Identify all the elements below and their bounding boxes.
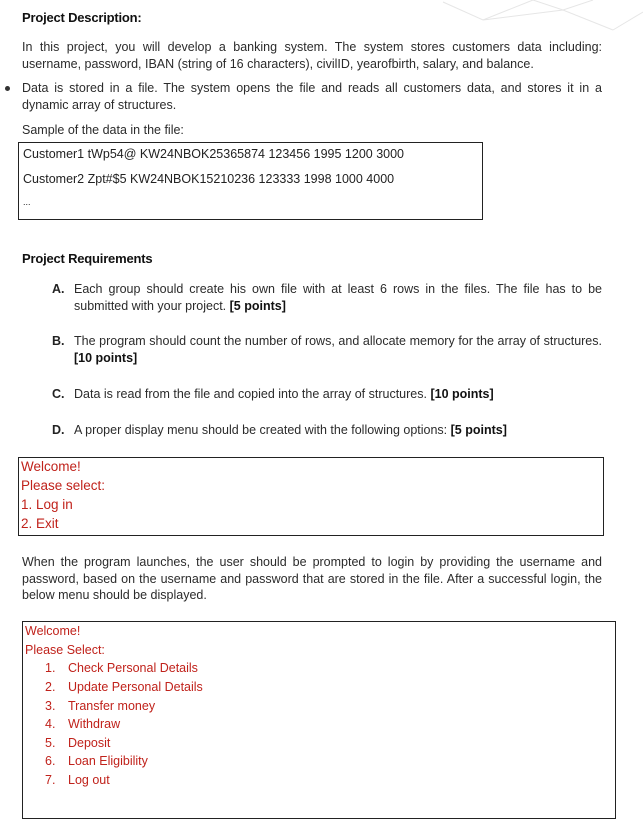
- requirement-letter: C.: [52, 387, 65, 401]
- requirement-points: [10 points]: [430, 387, 494, 401]
- requirement-letter: A.: [52, 282, 65, 296]
- login-paragraph: When the program launches, the user should be prompted to login by providing the username and password, based on the username and password that are stored in the file. After a successful login, the below menu should be displayed.: [22, 555, 602, 602]
- requirement-d: [52, 422, 602, 439]
- menu-welcome: Welcome!: [21, 459, 81, 474]
- menu-option-label: Transfer money: [68, 699, 156, 713]
- menu-option-exit: 2. Exit: [21, 516, 59, 531]
- menu-option-label: Check Personal Details: [68, 661, 198, 675]
- menu-option-label: Deposit: [68, 736, 111, 750]
- menu-option-label: Log out: [68, 773, 110, 787]
- sample-label: Sample of the data in the file:: [22, 123, 184, 137]
- data-storage-bullet: Data is stored in a file. The system opens the file and reads all customers data, and stores it in a dynamic array of structures.: [22, 81, 602, 112]
- sample-data-box: [18, 142, 483, 220]
- requirement-points: [5 points]: [450, 423, 507, 437]
- login-menu-box: [18, 457, 604, 536]
- menu-option: 4.: [45, 717, 56, 731]
- requirement-a: [52, 281, 602, 315]
- requirement-c: [52, 386, 602, 403]
- requirement-points: [10 points]: [74, 351, 138, 365]
- project-requirements-heading: Project Requirements: [22, 251, 153, 266]
- requirement-points: [5 points]: [229, 299, 286, 313]
- decorative-background-lines: [423, 0, 643, 34]
- menu-option: 5.: [45, 736, 56, 750]
- project-description-heading: Project Description:: [22, 10, 142, 25]
- menu-option-login: 1. Log in: [21, 497, 73, 512]
- requirement-text: Data is read from the file and copied into the array of structures.: [74, 387, 427, 401]
- menu-welcome: Welcome!: [25, 624, 81, 638]
- menu-option: 7.: [45, 773, 56, 787]
- bullet-icon: [5, 86, 10, 91]
- menu-option-label: Withdraw: [68, 717, 121, 731]
- menu-option: 1.: [45, 661, 56, 675]
- sample-row: Customer2 Zpt#$5 KW24NBOK15210236 123333 1998 1000 4000: [23, 172, 395, 186]
- menu-prompt: Please Select:: [25, 643, 105, 657]
- requirement-letter: D.: [52, 423, 65, 437]
- menu-option: 6.: [45, 754, 56, 768]
- sample-row-ellipsis: ...: [23, 197, 31, 207]
- menu-option: 2.: [45, 680, 56, 694]
- requirement-text: Each group should create his own file with at least 6 rows in the files. The file has to be submitted with your project.: [74, 282, 602, 313]
- menu-option-label: Update Personal Details: [68, 680, 203, 694]
- menu-prompt: Please select:: [21, 478, 106, 493]
- intro-paragraph: In this project, you will develop a banking system. The system stores customers data including: username, password, IBAN (string of 16 characters), civilID, yearofbirth, salary, and balance.: [22, 40, 602, 71]
- sample-row: Customer1 tWp54@ KW24NBOK25365874 123456 1995 1200 3000: [23, 147, 404, 161]
- menu-option: 3.: [45, 699, 56, 713]
- requirement-text: The program should count the number of rows, and allocate memory for the array of structures.: [74, 334, 602, 348]
- menu-option-label: Loan Eligibility: [68, 754, 148, 768]
- requirement-letter: B.: [52, 334, 65, 348]
- main-menu-box: [22, 621, 616, 819]
- requirement-text: A proper display menu should be created with the following options:: [74, 423, 448, 437]
- requirement-b: [52, 333, 602, 367]
